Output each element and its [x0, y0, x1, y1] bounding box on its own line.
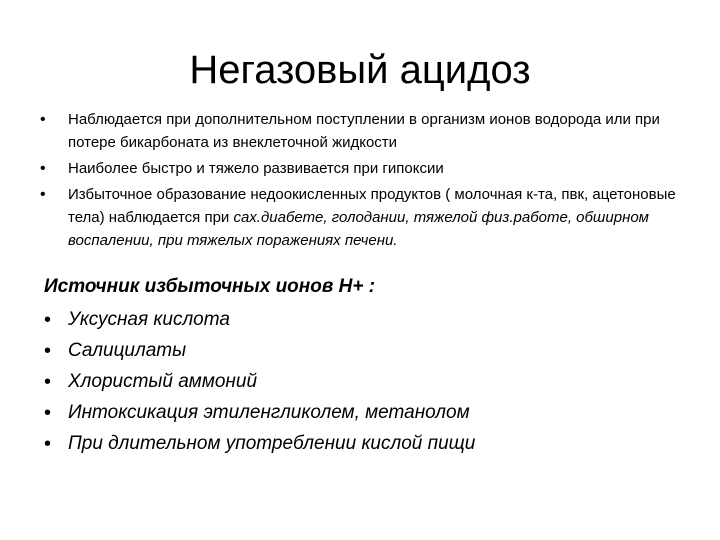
source-text: Хлористый аммоний — [68, 371, 258, 392]
bullet-marker: • — [44, 340, 52, 362]
sources-list — [44, 306, 684, 461]
bullet-text: Наблюдается при дополнительном поступлении в организм ионов водорода или при потере бикарбоната из внеклеточной жидкости — [68, 111, 660, 151]
bullet-marker: • — [44, 433, 52, 455]
bullet-marker: • — [40, 160, 46, 177]
list-item — [40, 157, 680, 180]
source-text: Салицилаты — [68, 340, 187, 361]
bullet-marker: • — [44, 402, 52, 424]
bullet-marker: • — [44, 309, 52, 331]
list-item — [40, 108, 680, 154]
main-bullet-list — [40, 108, 680, 255]
list-item — [44, 337, 684, 365]
bullet-text-plain: Избыточное образование недоокисленных продуктов ( молочная к-та, пвк, ацетоновые тела) наблюдается при — [68, 186, 676, 226]
bullet-marker: • — [40, 111, 46, 128]
list-item — [44, 430, 684, 458]
slide-title: Негазовый ацидоз — [189, 48, 531, 92]
list-item — [44, 368, 684, 396]
bullet-marker: • — [40, 186, 46, 203]
list-item — [44, 306, 684, 334]
list-item — [40, 183, 680, 252]
source-text: Интоксикация этиленгликолем, метанолом — [68, 402, 470, 423]
source-text: При длительном употреблении кислой пищи — [68, 433, 476, 454]
sources-heading: Источник избыточных ионов Н+ : — [44, 276, 376, 297]
bullet-marker: • — [44, 371, 52, 393]
bullet-text-italic: сах.диабете, голодании, тяжелой физ.работе, обширном воспалении, при тяжелых поражениях печени. — [68, 209, 649, 249]
source-text: Уксусная кислота — [68, 309, 230, 330]
bullet-text: Наиболее быстро и тяжело развивается при гипоксии — [68, 160, 444, 177]
list-item — [44, 399, 684, 427]
